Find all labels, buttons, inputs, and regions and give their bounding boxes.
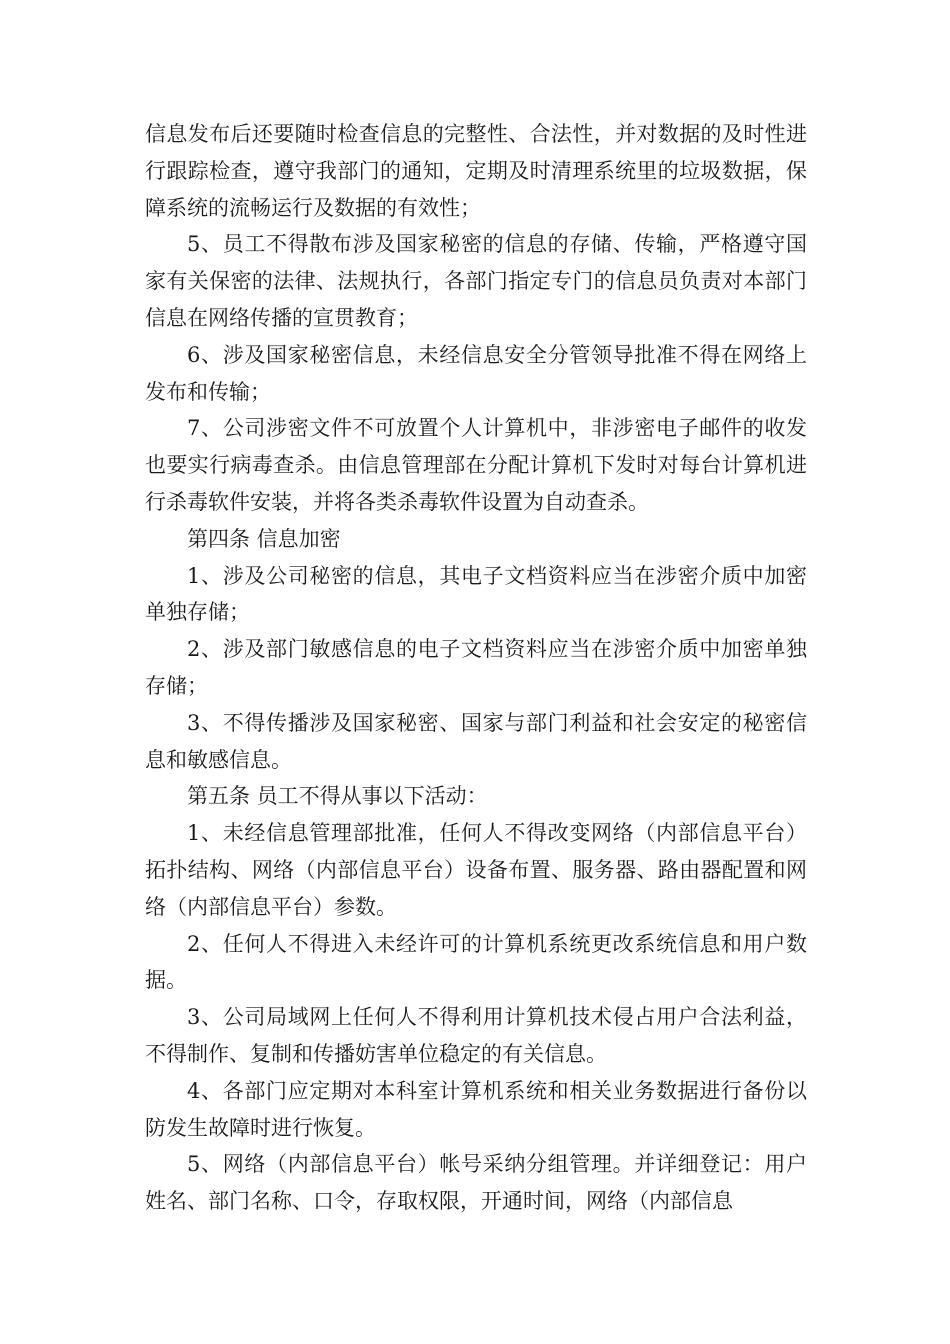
paragraph-activity-4: 4、各部门应定期对本科室计算机系统和相关业务数据进行备份以防发生故障时进行恢复。 — [145, 1078, 807, 1140]
paragraph-encryption-3: 3、不得传播涉及国家秘密、国家与部门利益和社会安定的秘密信息和敏感信息。 — [145, 710, 807, 772]
paragraph-activity-5: 5、网络（内部信息平台）帐号采纳分组管理。并详细登记：用户姓名、部门名称、口令，存取权限，开通时间，网络（内部信息 — [145, 1152, 807, 1214]
section-heading-article-5: 第五条 员工不得从事以下活动： — [187, 784, 488, 809]
paragraph-activity-2: 2、任何人不得进入未经许可的计算机系统更改系统信息和用户数据。 — [145, 931, 807, 993]
paragraph-item-5: 5、员工不得散布涉及国家秘密的信息的存储、传输，严格遵守国家有关保密的法律、法规执行，各部门指定专门的信息员负责对本部门信息在网络传播的宣贯教育； — [145, 232, 807, 330]
paragraph-encryption-1: 1、涉及公司秘密的信息，其电子文档资料应当在涉密介质中加密单独存储； — [145, 563, 807, 625]
paragraph-continuation: 信息发布后还要随时检查信息的完整性、合法性，并对数据的及时性进行跟踪检查，遵守我部门的通知，定期及时清理系统里的垃圾数据，保障系统的流畅运行及数据的有效性； — [145, 122, 807, 220]
paragraph-activity-1: 1、未经信息管理部批准，任何人不得改变网络（内部信息平台）拓扑结构、网络（内部信息平台）设备布置、服务器、路由器配置和网络（内部信息平台）参数。 — [145, 821, 807, 919]
paragraph-item-6: 6、涉及国家秘密信息，未经信息安全分管领导批准不得在网络上发布和传输； — [145, 342, 807, 404]
paragraph-item-7: 7、公司涉密文件不可放置个人计算机中，非涉密电子邮件的收发也要实行病毒查杀。由信息管理部在分配计算机下发时对每台计算机进行杀毒软件安装，并将各类杀毒软件设置为自动查杀。 — [145, 416, 807, 514]
paragraph-activity-3: 3、公司局域网上任何人不得利用计算机技术侵占用户合法利益，不得制作、复制和传播妨害单位稳定的有关信息。 — [145, 1005, 807, 1066]
paragraph-encryption-2: 2、涉及部门敏感信息的电子文档资料应当在涉密介质中加密单独存储； — [145, 637, 807, 698]
section-heading-article-4: 第四条 信息加密 — [187, 526, 341, 551]
document-body — [145, 116, 807, 1220]
